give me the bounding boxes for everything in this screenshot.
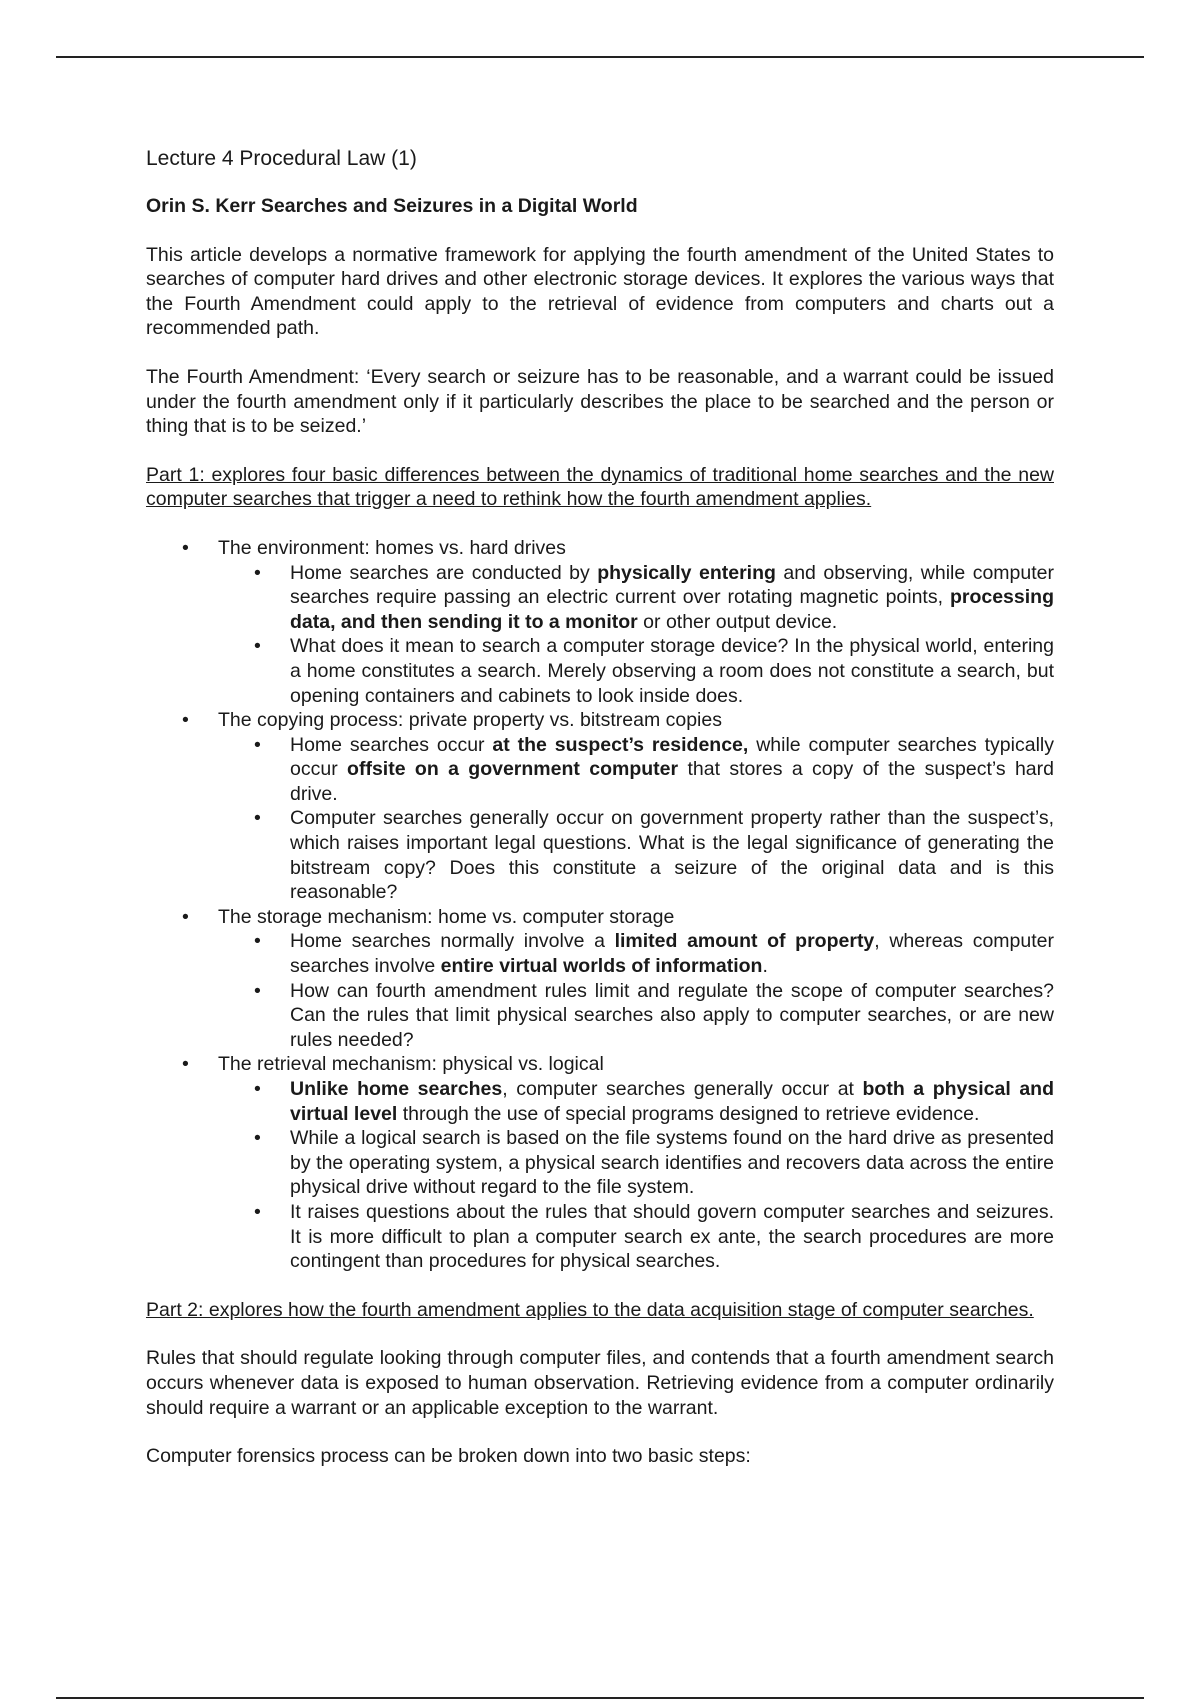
- difference-label: The environment: homes vs. hard drives: [218, 536, 566, 559]
- text-run: While a logical search is based on the file systems found on the hard drive as presented by the operating system, a physical search identifies and recovers data across the entire physical drive without regard to the file system.: [290, 1127, 1054, 1199]
- bold-text: both a physical and virtual level: [290, 1078, 1054, 1125]
- fourth-amendment-paragraph: The Fourth Amendment: ‘Every search or seizure has to be reasonable, and a warrant could be issued under the fourth amendment only if it particularly describes the place to be searched and the person or thing that is to be seized.’: [146, 365, 1054, 438]
- difference-point: [218, 1077, 1054, 1126]
- differences-list: [146, 536, 1054, 1274]
- bold-text: processing data, and then sending it to a monitor: [290, 586, 1054, 633]
- text-run: Computer searches generally occur on government property rather than the suspect’s, which raises important legal questions. What is the legal significance of generating the bitstream copy? Does this constitute a seizure of the original data and is this reasonable?: [290, 807, 1054, 904]
- difference-point: [218, 979, 1054, 1053]
- difference-point: [218, 561, 1054, 635]
- text-run: What does it mean to search a computer storage device? In the physical world, entering a home constitutes a search. Merely observing a room does not constitute a search, but opening containers and cabinets to look inside does.: [290, 635, 1054, 707]
- text-run: that stores a copy of the suspect’s hard drive.: [290, 758, 1054, 805]
- forensics-paragraph: Computer forensics process can be broken down into two basic steps:: [146, 1445, 751, 1468]
- difference-point: [218, 1200, 1054, 1274]
- text-run: How can fourth amendment rules limit and regulate the scope of computer searches? Can the rules that limit physical searches also apply to computer searches, or are new rules needed?: [290, 979, 1054, 1051]
- text-run: or other output device.: [637, 610, 838, 633]
- rules-paragraph: Rules that should regulate looking through computer files, and contends that a fourth amendment search occurs whenever data is exposed to human observation. Retrieving evidence from a computer ordinarily should require a warrant or an applicable exception to the warrant.: [146, 1347, 1054, 1419]
- text-run: through the use of special programs designed to retrieve evidence.: [397, 1102, 980, 1125]
- difference-item: [146, 1052, 1054, 1273]
- bold-text: Unlike home searches: [290, 1078, 503, 1100]
- difference-item: [146, 536, 1054, 708]
- text-run: , computer searches generally occur at: [502, 1078, 863, 1100]
- lecture-title: Lecture 4 Procedural Law (1): [146, 147, 417, 170]
- difference-points: [146, 929, 1054, 1052]
- difference-item: [146, 708, 1054, 905]
- difference-item: [146, 905, 1054, 1053]
- difference-label: The retrieval mechanism: physical vs. logical: [218, 1053, 604, 1076]
- difference-label: The copying process: private property vs. bitstream copies: [218, 709, 722, 732]
- intro-paragraph: This article develops a normative framework for applying the fourth amendment of the United States to searches of computer hard drives and other electronic storage devices. It explores the various ways that the Fourth Amendment could apply to the retrieval of evidence from computers and charts out a recommended path.: [146, 243, 1054, 340]
- part1-heading: Part 1: explores four basic differences between the dynamics of traditional home searches and the new computer searches that trigger a need to rethink how the fourth amendment applies.: [146, 463, 1054, 511]
- bold-text: offsite on a government computer: [347, 758, 679, 781]
- document-page: [146, 146, 1054, 1493]
- page-bottom-rule: [56, 1697, 1144, 1699]
- page-top-rule: [56, 56, 1144, 58]
- difference-point: [218, 733, 1054, 807]
- bold-text: physically entering: [597, 561, 776, 584]
- differences-list-block: [146, 536, 1054, 1274]
- text-run: while computer searches typically occur: [290, 733, 1054, 781]
- article-title: Orin S. Kerr Searches and Seizures in a Digital World: [146, 195, 638, 217]
- bold-text: at the suspect’s residence,: [492, 733, 749, 756]
- text-run: It raises questions about the rules that should govern computer searches and seizures. It is more difficult to plan a computer search ex ante, the search procedures are more contingent than procedures for physical searches.: [290, 1200, 1054, 1273]
- difference-points: [146, 1077, 1054, 1274]
- bold-text: entire virtual worlds of information: [440, 955, 763, 978]
- difference-points: [146, 733, 1054, 905]
- text-run: Home searches normally involve a: [290, 930, 615, 953]
- difference-point: [218, 806, 1054, 904]
- text-run: , whereas computer searches involve: [290, 930, 1054, 978]
- bold-text: limited amount of property: [614, 930, 875, 953]
- text-run: Home searches are conducted by: [290, 561, 598, 584]
- difference-label: The storage mechanism: home vs. computer storage: [218, 905, 675, 928]
- part2-heading: Part 2: explores how the fourth amendment applies to the data acquisition stage of computer searches.: [146, 1298, 1034, 1321]
- text-run: Home searches occur: [290, 733, 493, 756]
- difference-point: [218, 1126, 1054, 1200]
- text-run: and observing, while computer searches require passing an electric current over rotating magnetic points,: [290, 561, 1054, 609]
- text-run: .: [762, 955, 768, 978]
- difference-point: [218, 634, 1054, 708]
- difference-points: [146, 561, 1054, 709]
- difference-point: [218, 929, 1054, 978]
